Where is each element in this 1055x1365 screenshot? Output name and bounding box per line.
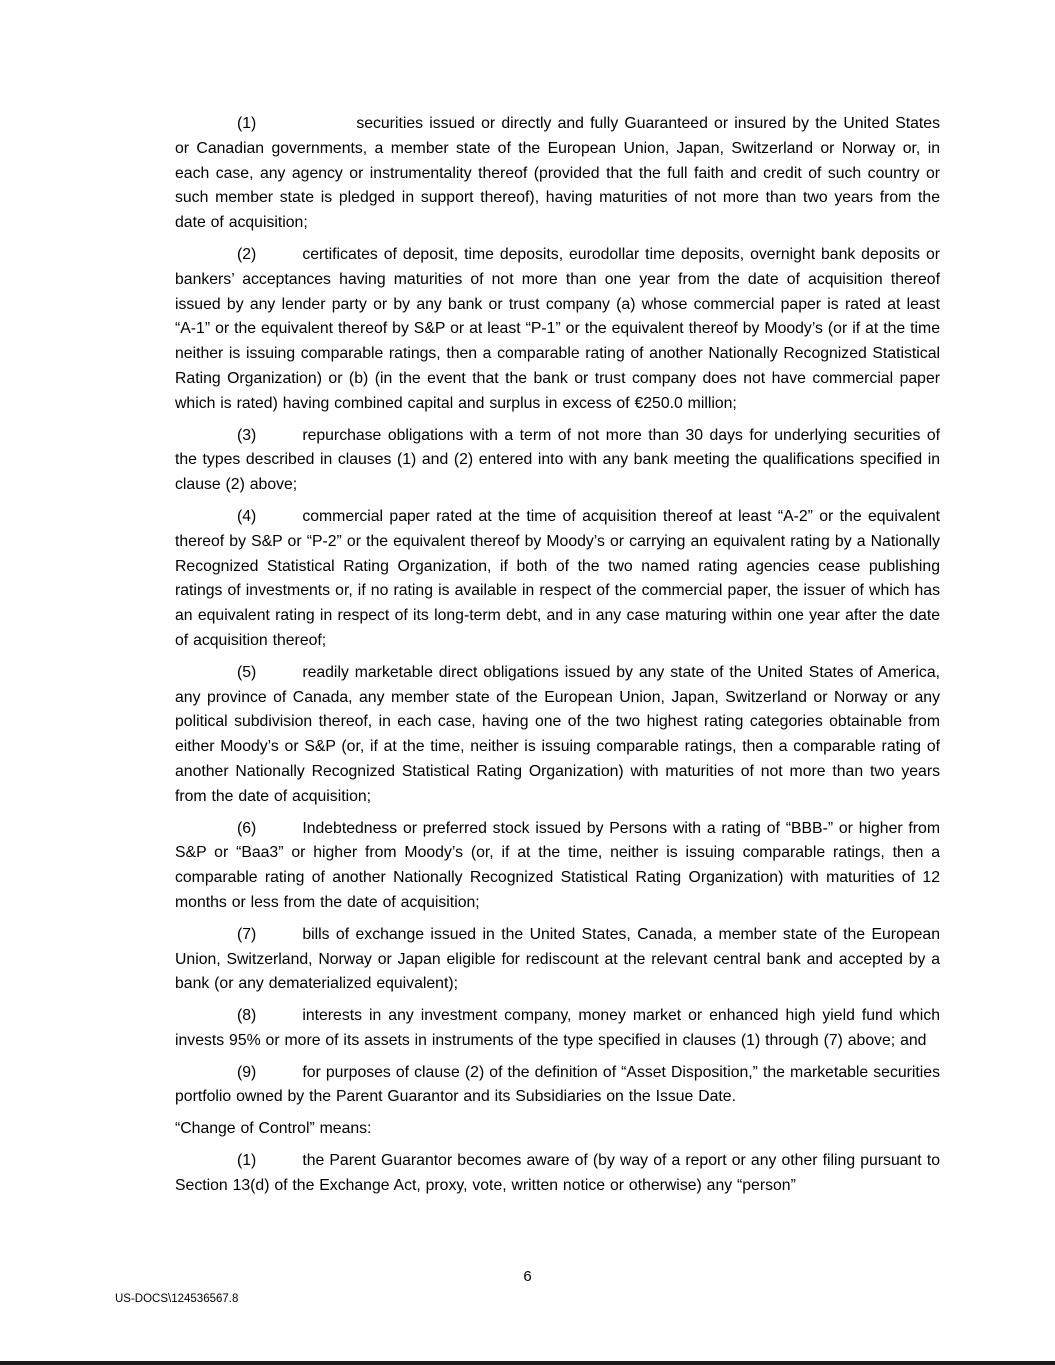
clause-7-number: (7): [237, 925, 257, 943]
tab-spacer: [256, 1019, 302, 1020]
tab-spacer: [256, 938, 302, 939]
change-of-control-heading: “Change of Control” means:: [175, 1120, 372, 1138]
clause-1-number: (1): [237, 115, 257, 132]
tab-spacer: [256, 520, 302, 521]
clause-3-text: repurchase obligations with a term of not more than 30 days for underlying securities of the types described in clauses (1) and (2) entered into with any bank meeting the qualifications specified in clause (2) above;: [175, 426, 940, 494]
clause-4-paragraph: [175, 505, 940, 654]
clause-3-number: (3): [237, 426, 257, 444]
clause-7-paragraph: [175, 923, 940, 997]
page-bottom-edge: [0, 1361, 1055, 1365]
tab-spacer: [256, 439, 302, 440]
clause-9-text: for purposes of clause (2) of the definition of “Asset Disposition,” the marketable securities portfolio owned by the Parent Guarantor and its Subsidiaries on the Issue Date.: [175, 1063, 940, 1106]
clause-6-paragraph: [175, 817, 940, 916]
clause-7-text: bills of exchange issued in the United States, Canada, a member state of the European Union, Switzerland, Norway or Japan eligible for rediscount at the relevant central bank and accepted by a bank (or any dematerialized equivalent);: [175, 925, 940, 993]
document-id-footer: US-DOCS\124536567.8: [115, 1293, 239, 1305]
tab-spacer: [256, 676, 302, 677]
clause-5-number: (5): [237, 663, 257, 681]
clause-2-paragraph: [175, 243, 940, 417]
clause-2-number: (2): [237, 245, 257, 263]
clause-8-number: (8): [237, 1007, 257, 1025]
clause-9-paragraph: [175, 1061, 940, 1111]
tab-spacer: [256, 832, 302, 833]
clause-1-paragraph: [175, 112, 940, 236]
clause-5-paragraph: [175, 661, 940, 810]
clause-5-text: readily marketable direct obligations issued by any state of the United States of America, any province of Canada, any member state of the European Union, Japan, Switzerland or Norway or any political subdivision thereof, in each case, having one of the two highest rating categories obtainable from either Moody’s or S&P (or, if at the time, neither is issuing comparable ratings, then a comparable rating of another Nationally Recognized Statistical Rating Organization) with maturities of not more than two years from the date of acquisition;: [175, 663, 940, 805]
clause-6-number: (6): [237, 819, 257, 837]
clause-4-number: (4): [237, 507, 257, 525]
coc-clause-1-text: the Parent Guarantor becomes aware of (by way of a report or any other filing pursuant to Section 13(d) of the Exchange Act, proxy, vote, written notice or otherwise) any “person”: [175, 1152, 940, 1194]
clause-8-text: interests in any investment company, money market or enhanced high yield fund which invests 95% or more of its assets in instruments of the type specified in clauses (1) through (7) above; and: [175, 1007, 940, 1049]
clause-8-paragraph: [175, 1004, 940, 1054]
tab-spacer: [256, 258, 302, 259]
page-number: 6: [523, 1268, 532, 1285]
coc-clause-1-paragraph: [175, 1149, 940, 1199]
coc-clause-1-number: (1): [237, 1152, 257, 1170]
clause-2-text: certificates of deposit, time deposits, eurodollar time deposits, overnight bank deposits or bankers’ acceptances having maturities of not more than one year from the date of acquisition thereof issued by any lender party or by any bank or trust company (a) whose commercial paper is rated at least “A-1” or the equivalent thereof by S&P or at least “P-1” or the equivalent thereof by Moody’s (or if at the time neither is issuing comparable ratings, then a comparable rating of another Nationally Recognized Statistical Rating Organization) or (b) (in the event that the bank or trust company does not have commercial paper which is rated) having combined capital and surplus in excess of €250.0 million;: [175, 245, 940, 412]
clause-6-text: Indebtedness or preferred stock issued by Persons with a rating of “BBB-” or higher from S&P or “Baa3” or higher from Moody’s (or, if at the time, neither is issuing comparable ratings, then a comparable rating of another Nationally Recognized Statistical Rating Organization) with maturities of 12 months or less from the date of acquisition;: [175, 819, 940, 911]
clause-9-number: (9): [237, 1063, 257, 1081]
tab-spacer: [256, 1076, 302, 1077]
clause-3-paragraph: [175, 424, 940, 498]
clause-1-text: securities issued or directly and fully Guaranteed or insured by the United States or Canadian governments, a member state of the European Union, Japan, Switzerland or Norway or, in each case, any agency or instrumentality thereof (provided that the full faith and credit of such country or such member state is pledged in support thereof), having maturities of not more than two years from the date of acquisition;: [175, 115, 940, 232]
tab-spacer: [256, 127, 356, 128]
tab-spacer: [256, 1164, 302, 1165]
clause-4-text: commercial paper rated at the time of acquisition thereof at least “A-2” or the equivalent thereof by S&P or “P-2” or the equivalent thereof by Moody’s or carrying an equivalent rating by a Nationally Recognized Statistical Rating Organization, if both of the two named rating agencies cease publishing ratings of investments or, if no rating is available in respect of the commercial paper, the issuer of which has an equivalent rating in respect of its long-term debt, and in any case maturing within one year after the date of acquisition thereof;: [175, 507, 940, 649]
